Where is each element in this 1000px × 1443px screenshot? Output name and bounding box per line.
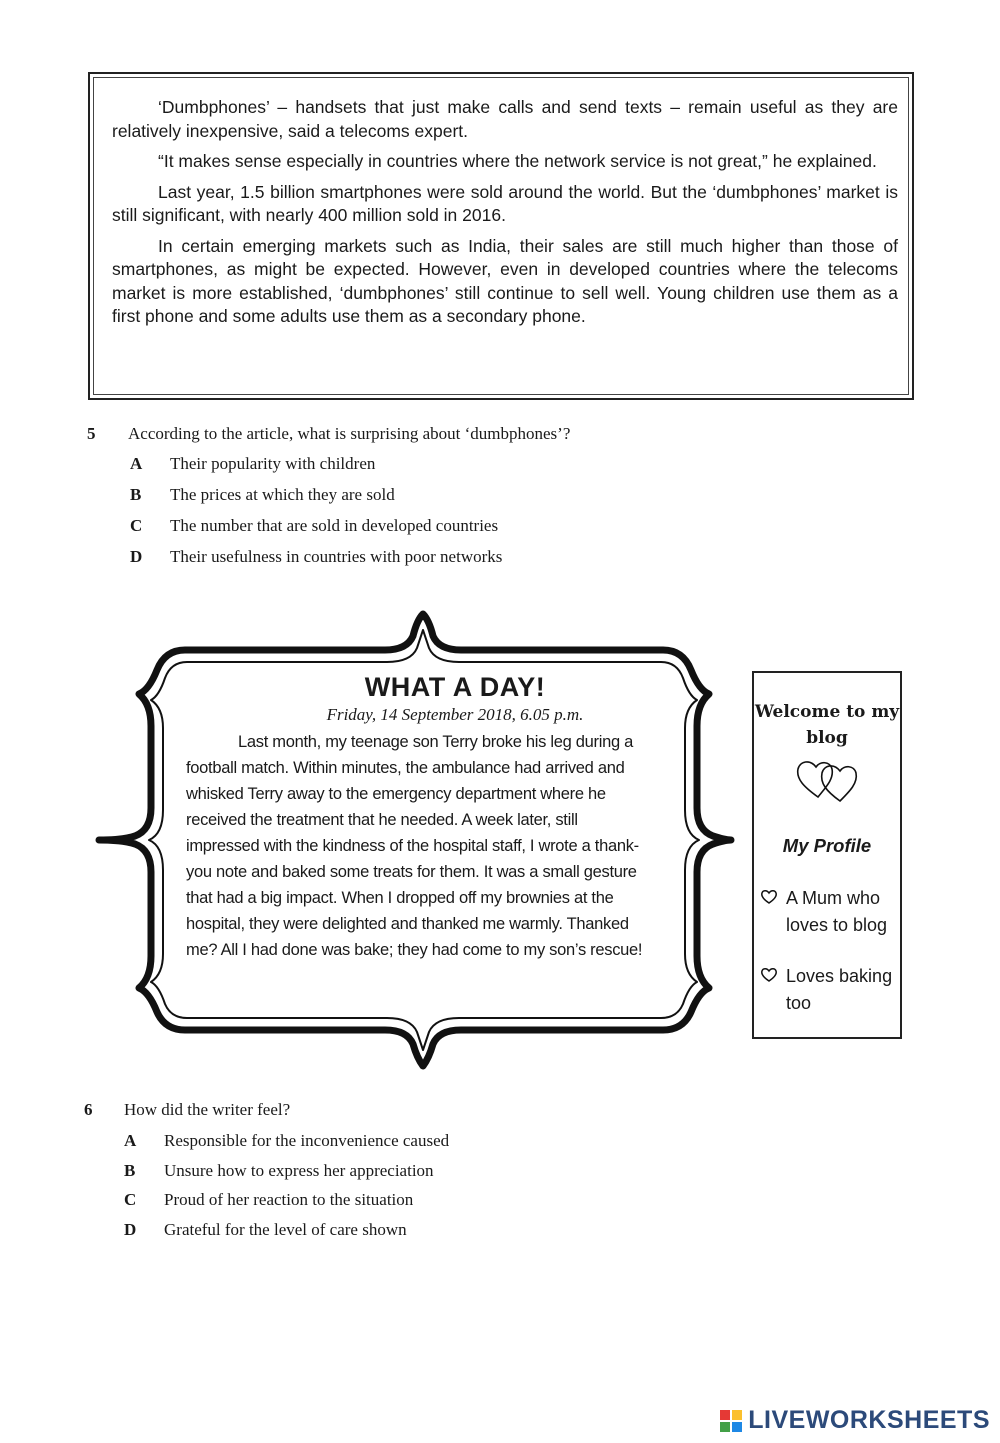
liveworksheets-logo[interactable] bbox=[720, 1406, 990, 1435]
blog-sidebar bbox=[752, 671, 902, 1039]
option-text: Grateful for the level of care shown bbox=[164, 1220, 407, 1239]
profile-item bbox=[760, 885, 900, 939]
question-number: 6 bbox=[84, 1100, 93, 1119]
option-letter: B bbox=[130, 485, 142, 504]
heart-icon bbox=[760, 967, 778, 983]
profile-item-text: Loves baking too bbox=[786, 966, 893, 1013]
option-letter: D bbox=[124, 1220, 137, 1239]
option-text: Proud of her reaction to the situation bbox=[164, 1190, 414, 1209]
article-paragraph: “It makes sense especially in countries where the network service is not great,” he explained. bbox=[158, 151, 877, 171]
option-letter: B bbox=[124, 1161, 136, 1180]
option-letter: C bbox=[130, 516, 143, 535]
sidebar-welcome: Welcome to my blog bbox=[754, 702, 900, 748]
logo-square bbox=[720, 1410, 730, 1420]
profile-item bbox=[760, 963, 900, 1017]
option-text: Their popularity with children bbox=[170, 454, 376, 473]
logo-text: LIVEWORKSHEETS bbox=[748, 1406, 990, 1434]
blog-body: Last month, my teenage son Terry broke his leg during a football match. Within minutes, the ambulance had arrived and whisked Terry away to the emergency department where he received the treatment that he needed. A week later, still impressed with the kindness of the hospital staff, I wrote a thank-you note and baked some treats for them. It was a small gesture that had a big impact. When I dropped off my brownies at the hospital, they were delighted and thanked me warmly. Thanked me? All I had done was bake; they had come to my son’s rescue! bbox=[186, 733, 643, 959]
option-text: Unsure how to express her appreciation bbox=[164, 1161, 434, 1180]
option-text: The number that are sold in developed countries bbox=[170, 516, 499, 535]
option-letter: A bbox=[124, 1131, 137, 1150]
blog-post bbox=[180, 672, 650, 963]
profile-title: My Profile bbox=[782, 835, 872, 856]
option-letter: D bbox=[130, 547, 143, 566]
article-text bbox=[112, 96, 898, 336]
article-paragraph: In certain emerging markets such as India, their sales are still much higher than those of smartphones, as might be expected. However, even in developed countries where the telecoms market is more established, ‘dumbphones’ still continue to sell well. Young children use them as a first phone and some adults use them as a secondary phone. bbox=[112, 235, 898, 326]
profile-item-text: A Mum who loves to blog bbox=[786, 888, 888, 935]
option-letter: C bbox=[124, 1190, 137, 1209]
logo-square bbox=[720, 1422, 730, 1432]
question-text: How did the writer feel? bbox=[124, 1100, 291, 1119]
heart-icon bbox=[760, 889, 778, 905]
option-letter: A bbox=[130, 454, 143, 473]
option-text: Their usefulness in countries with poor networks bbox=[170, 547, 503, 566]
question-text: According to the article, what is surprising about ‘dumbphones’? bbox=[128, 424, 571, 443]
logo-square bbox=[732, 1410, 742, 1420]
option-text: The prices at which they are sold bbox=[170, 485, 395, 504]
double-heart-icon bbox=[794, 757, 864, 803]
blog-title: WHAT A DAY! bbox=[364, 672, 546, 702]
question-number: 5 bbox=[87, 424, 96, 443]
logo-grid-icon bbox=[720, 1410, 742, 1432]
article-paragraph: Last year, 1.5 billion smartphones were sold around the world. But the ‘dumbphones’ market is still significant, with nearly 400 million sold in 2016. bbox=[112, 181, 898, 225]
article-paragraph: ‘Dumbphones’ – handsets that just make calls and send texts – remain useful as they are relatively inexpensive, said a telecoms expert. bbox=[112, 97, 898, 141]
option-text: Responsible for the inconvenience caused bbox=[164, 1131, 450, 1150]
blog-date: Friday, 14 September 2018, 6.05 p.m. bbox=[326, 705, 584, 724]
logo-square bbox=[732, 1422, 742, 1432]
article-box bbox=[88, 72, 914, 400]
